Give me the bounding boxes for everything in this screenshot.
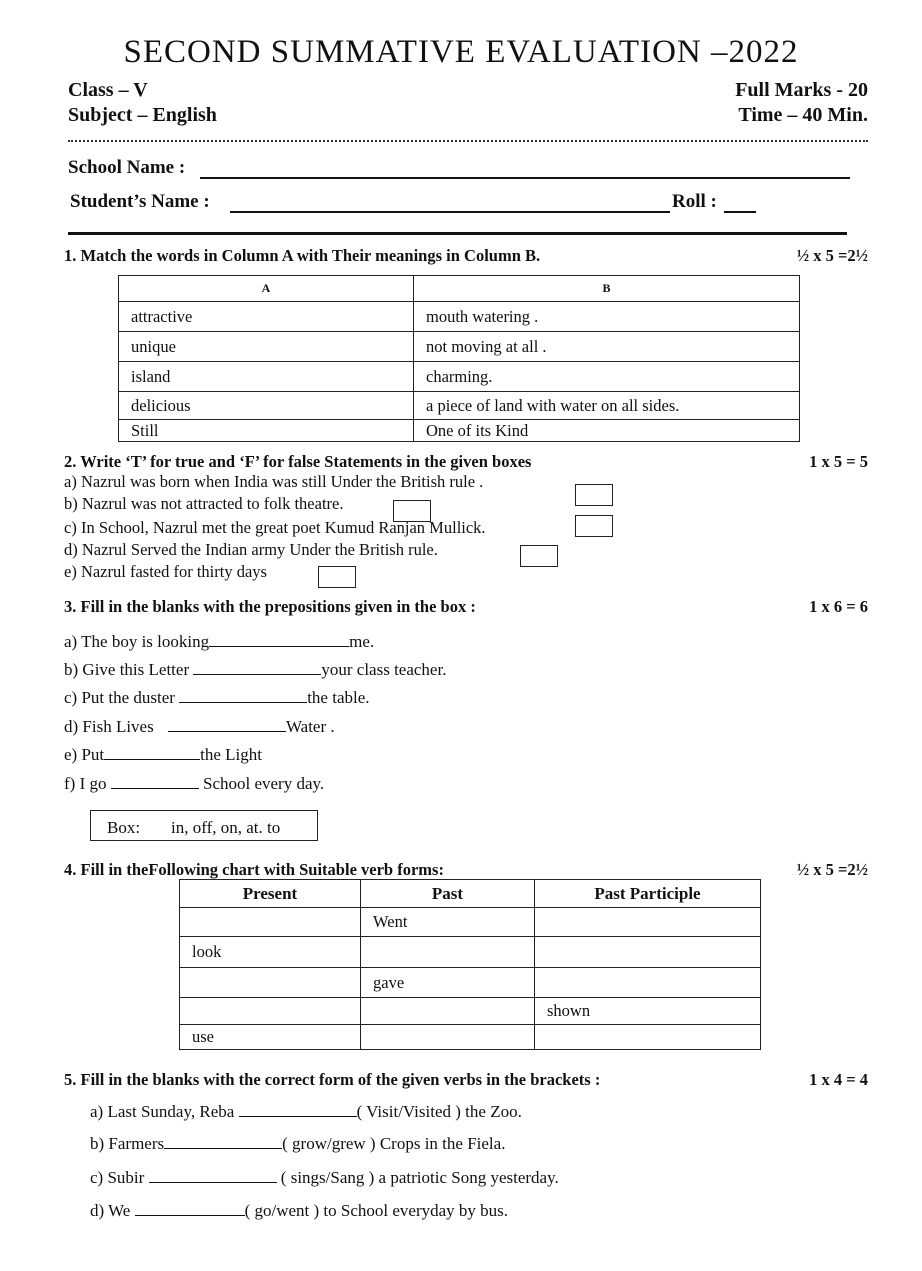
q1-text: 1. Match the words in Column A with Their meanings in Column B. bbox=[64, 246, 541, 265]
chart-cell[interactable] bbox=[361, 937, 535, 968]
table-cell: unique bbox=[119, 332, 414, 362]
subject-label: Subject – English bbox=[68, 104, 217, 126]
q3-item-c bbox=[64, 688, 370, 708]
q4-text: 4. Fill in theFollowing chart with Suitable verb forms: bbox=[64, 860, 444, 879]
q3-item-a bbox=[64, 632, 374, 652]
q5-marks: 1 x 4 = 4 bbox=[809, 1070, 868, 1089]
preposition-box bbox=[90, 810, 318, 841]
col-b-header: B bbox=[414, 276, 800, 302]
q2-item-c: c) In School, Nazrul met the great poet Kumud Ranjan Mullick. bbox=[64, 518, 486, 537]
blank[interactable] bbox=[168, 717, 286, 732]
blank[interactable] bbox=[164, 1134, 282, 1149]
student-name-line[interactable] bbox=[230, 211, 670, 213]
q3-item-a-pre: a) The boy is looking bbox=[64, 632, 210, 651]
exam-title: SECOND SUMMATIVE EVALUATION –2022 bbox=[123, 34, 799, 70]
q4-marks: ½ x 5 =2½ bbox=[796, 860, 868, 879]
table-cell: One of its Kind bbox=[414, 420, 800, 442]
q5-item-a bbox=[90, 1102, 522, 1122]
q3-item-e-pre: e) Put bbox=[64, 745, 105, 764]
class-label: Class – V bbox=[68, 79, 148, 101]
chart-cell[interactable] bbox=[361, 1025, 535, 1050]
match-table bbox=[118, 275, 800, 442]
chart-cell[interactable]: use bbox=[180, 1025, 361, 1050]
q3-item-d-pre: d) Fish Lives bbox=[64, 717, 154, 736]
q5-item-d-pre: d) We bbox=[90, 1201, 131, 1220]
school-name-label: School Name : bbox=[68, 157, 186, 178]
chart-cell[interactable]: gave bbox=[361, 968, 535, 998]
q5-item-b-pre: b) Farmers bbox=[90, 1134, 165, 1153]
q2-item-d: d) Nazrul Served the Indian army Under the British rule. bbox=[64, 540, 438, 559]
table-cell: island bbox=[119, 362, 414, 392]
q5-item-c-pre: c) Subir bbox=[90, 1168, 145, 1187]
box-words: in, off, on, at. to bbox=[171, 818, 281, 837]
chart-cell[interactable]: Went bbox=[361, 908, 535, 937]
roll-line[interactable] bbox=[724, 211, 756, 213]
student-name-label: Student’s Name : bbox=[70, 191, 210, 212]
roll-label: Roll : bbox=[672, 191, 717, 212]
q5-item-b bbox=[90, 1134, 505, 1154]
chart-cell[interactable]: shown bbox=[535, 998, 761, 1025]
q2-item-e: e) Nazrul fasted for thirty days bbox=[64, 562, 267, 581]
q2-item-a: a) Nazrul was born when India was still Under the British rule . bbox=[64, 472, 484, 491]
q3-item-b bbox=[64, 660, 446, 680]
col-header-past-participle: Past Participle bbox=[535, 880, 761, 908]
full-marks-label: Full Marks - 20 bbox=[735, 79, 868, 101]
q5-text: 5. Fill in the blanks with the correct form of the given verbs in the brackets : bbox=[64, 1070, 601, 1089]
table-cell: not moving at all . bbox=[414, 332, 800, 362]
chart-cell[interactable] bbox=[535, 937, 761, 968]
verb-chart bbox=[179, 879, 761, 1050]
q3-item-a-post: me. bbox=[349, 632, 375, 651]
q3-item-b-post: your class teacher. bbox=[321, 660, 447, 679]
q5-item-b-post: ( grow/grew ) Crops in the Fiela. bbox=[282, 1134, 506, 1153]
chart-cell[interactable] bbox=[535, 908, 761, 937]
q5-item-a-pre: a) Last Sunday, Reba bbox=[90, 1102, 235, 1121]
q2-item-b: b) Nazrul was not attracted to folk theatre. bbox=[64, 494, 344, 513]
blank[interactable] bbox=[193, 660, 321, 675]
q3-item-b-pre: b) Give this Letter bbox=[64, 660, 190, 679]
q3-text: 3. Fill in the blanks with the prepositions given in the box : bbox=[64, 597, 476, 616]
time-label: Time – 40 Min. bbox=[738, 104, 868, 126]
col-header-past: Past bbox=[361, 880, 535, 908]
table-cell: mouth watering . bbox=[414, 302, 800, 332]
table-cell: delicious bbox=[119, 392, 414, 420]
answer-box-d[interactable] bbox=[520, 545, 558, 567]
col-header-present: Present bbox=[180, 880, 361, 908]
answer-box-a[interactable] bbox=[575, 484, 613, 506]
blank[interactable] bbox=[104, 745, 200, 760]
blank[interactable] bbox=[179, 688, 307, 703]
q3-item-e-post: the Light bbox=[200, 745, 262, 764]
chart-cell[interactable] bbox=[180, 908, 361, 937]
q2-marks: 1 x 5 = 5 bbox=[809, 452, 868, 471]
q5-item-d-post: ( go/went ) to School everyday by bus. bbox=[244, 1201, 509, 1220]
chart-cell[interactable]: look bbox=[180, 937, 361, 968]
table-cell: Still bbox=[119, 420, 414, 442]
q3-item-d-post: Water . bbox=[285, 717, 335, 736]
q5-item-c-post: ( sings/Sang ) a patriotic Song yesterday. bbox=[280, 1168, 559, 1187]
q5-item-d bbox=[90, 1201, 508, 1221]
chart-cell[interactable] bbox=[361, 998, 535, 1025]
q2-text: 2. Write ‘T’ for true and ‘F’ for false Statements in the given boxes bbox=[64, 452, 532, 471]
blank[interactable] bbox=[135, 1201, 245, 1216]
box-label: Box: bbox=[107, 818, 141, 837]
q3-marks: 1 x 6 = 6 bbox=[809, 597, 868, 616]
q3-item-f bbox=[64, 774, 324, 794]
header-rule bbox=[68, 232, 847, 235]
answer-box-e[interactable] bbox=[318, 566, 356, 588]
blank[interactable] bbox=[209, 632, 349, 647]
chart-cell[interactable] bbox=[535, 968, 761, 998]
answer-box-b[interactable] bbox=[393, 500, 431, 522]
dotted-divider bbox=[68, 140, 868, 142]
chart-cell[interactable] bbox=[535, 1025, 761, 1050]
blank[interactable] bbox=[149, 1168, 277, 1183]
table-cell: charming. bbox=[414, 362, 800, 392]
q3-item-f-pre: f) I go bbox=[64, 774, 107, 793]
q5-item-c bbox=[90, 1168, 559, 1188]
q3-item-e bbox=[64, 745, 262, 765]
q3-item-d bbox=[64, 717, 335, 737]
q3-item-c-pre: c) Put the duster bbox=[64, 688, 175, 707]
blank[interactable] bbox=[111, 774, 199, 789]
col-a-header: A bbox=[119, 276, 414, 302]
q3-item-c-post: the table. bbox=[307, 688, 370, 707]
blank[interactable] bbox=[239, 1102, 357, 1117]
table-cell: attractive bbox=[119, 302, 414, 332]
table-cell: a piece of land with water on all sides. bbox=[414, 392, 800, 420]
q1-marks: ½ x 5 =2½ bbox=[796, 246, 868, 265]
chart-cell[interactable] bbox=[180, 968, 361, 998]
q3-item-f-post: School every day. bbox=[202, 774, 325, 793]
answer-box-c[interactable] bbox=[575, 515, 613, 537]
chart-cell[interactable] bbox=[180, 998, 361, 1025]
q5-item-a-post: ( Visit/Visited ) the Zoo. bbox=[356, 1102, 522, 1121]
school-name-line[interactable] bbox=[200, 177, 850, 179]
